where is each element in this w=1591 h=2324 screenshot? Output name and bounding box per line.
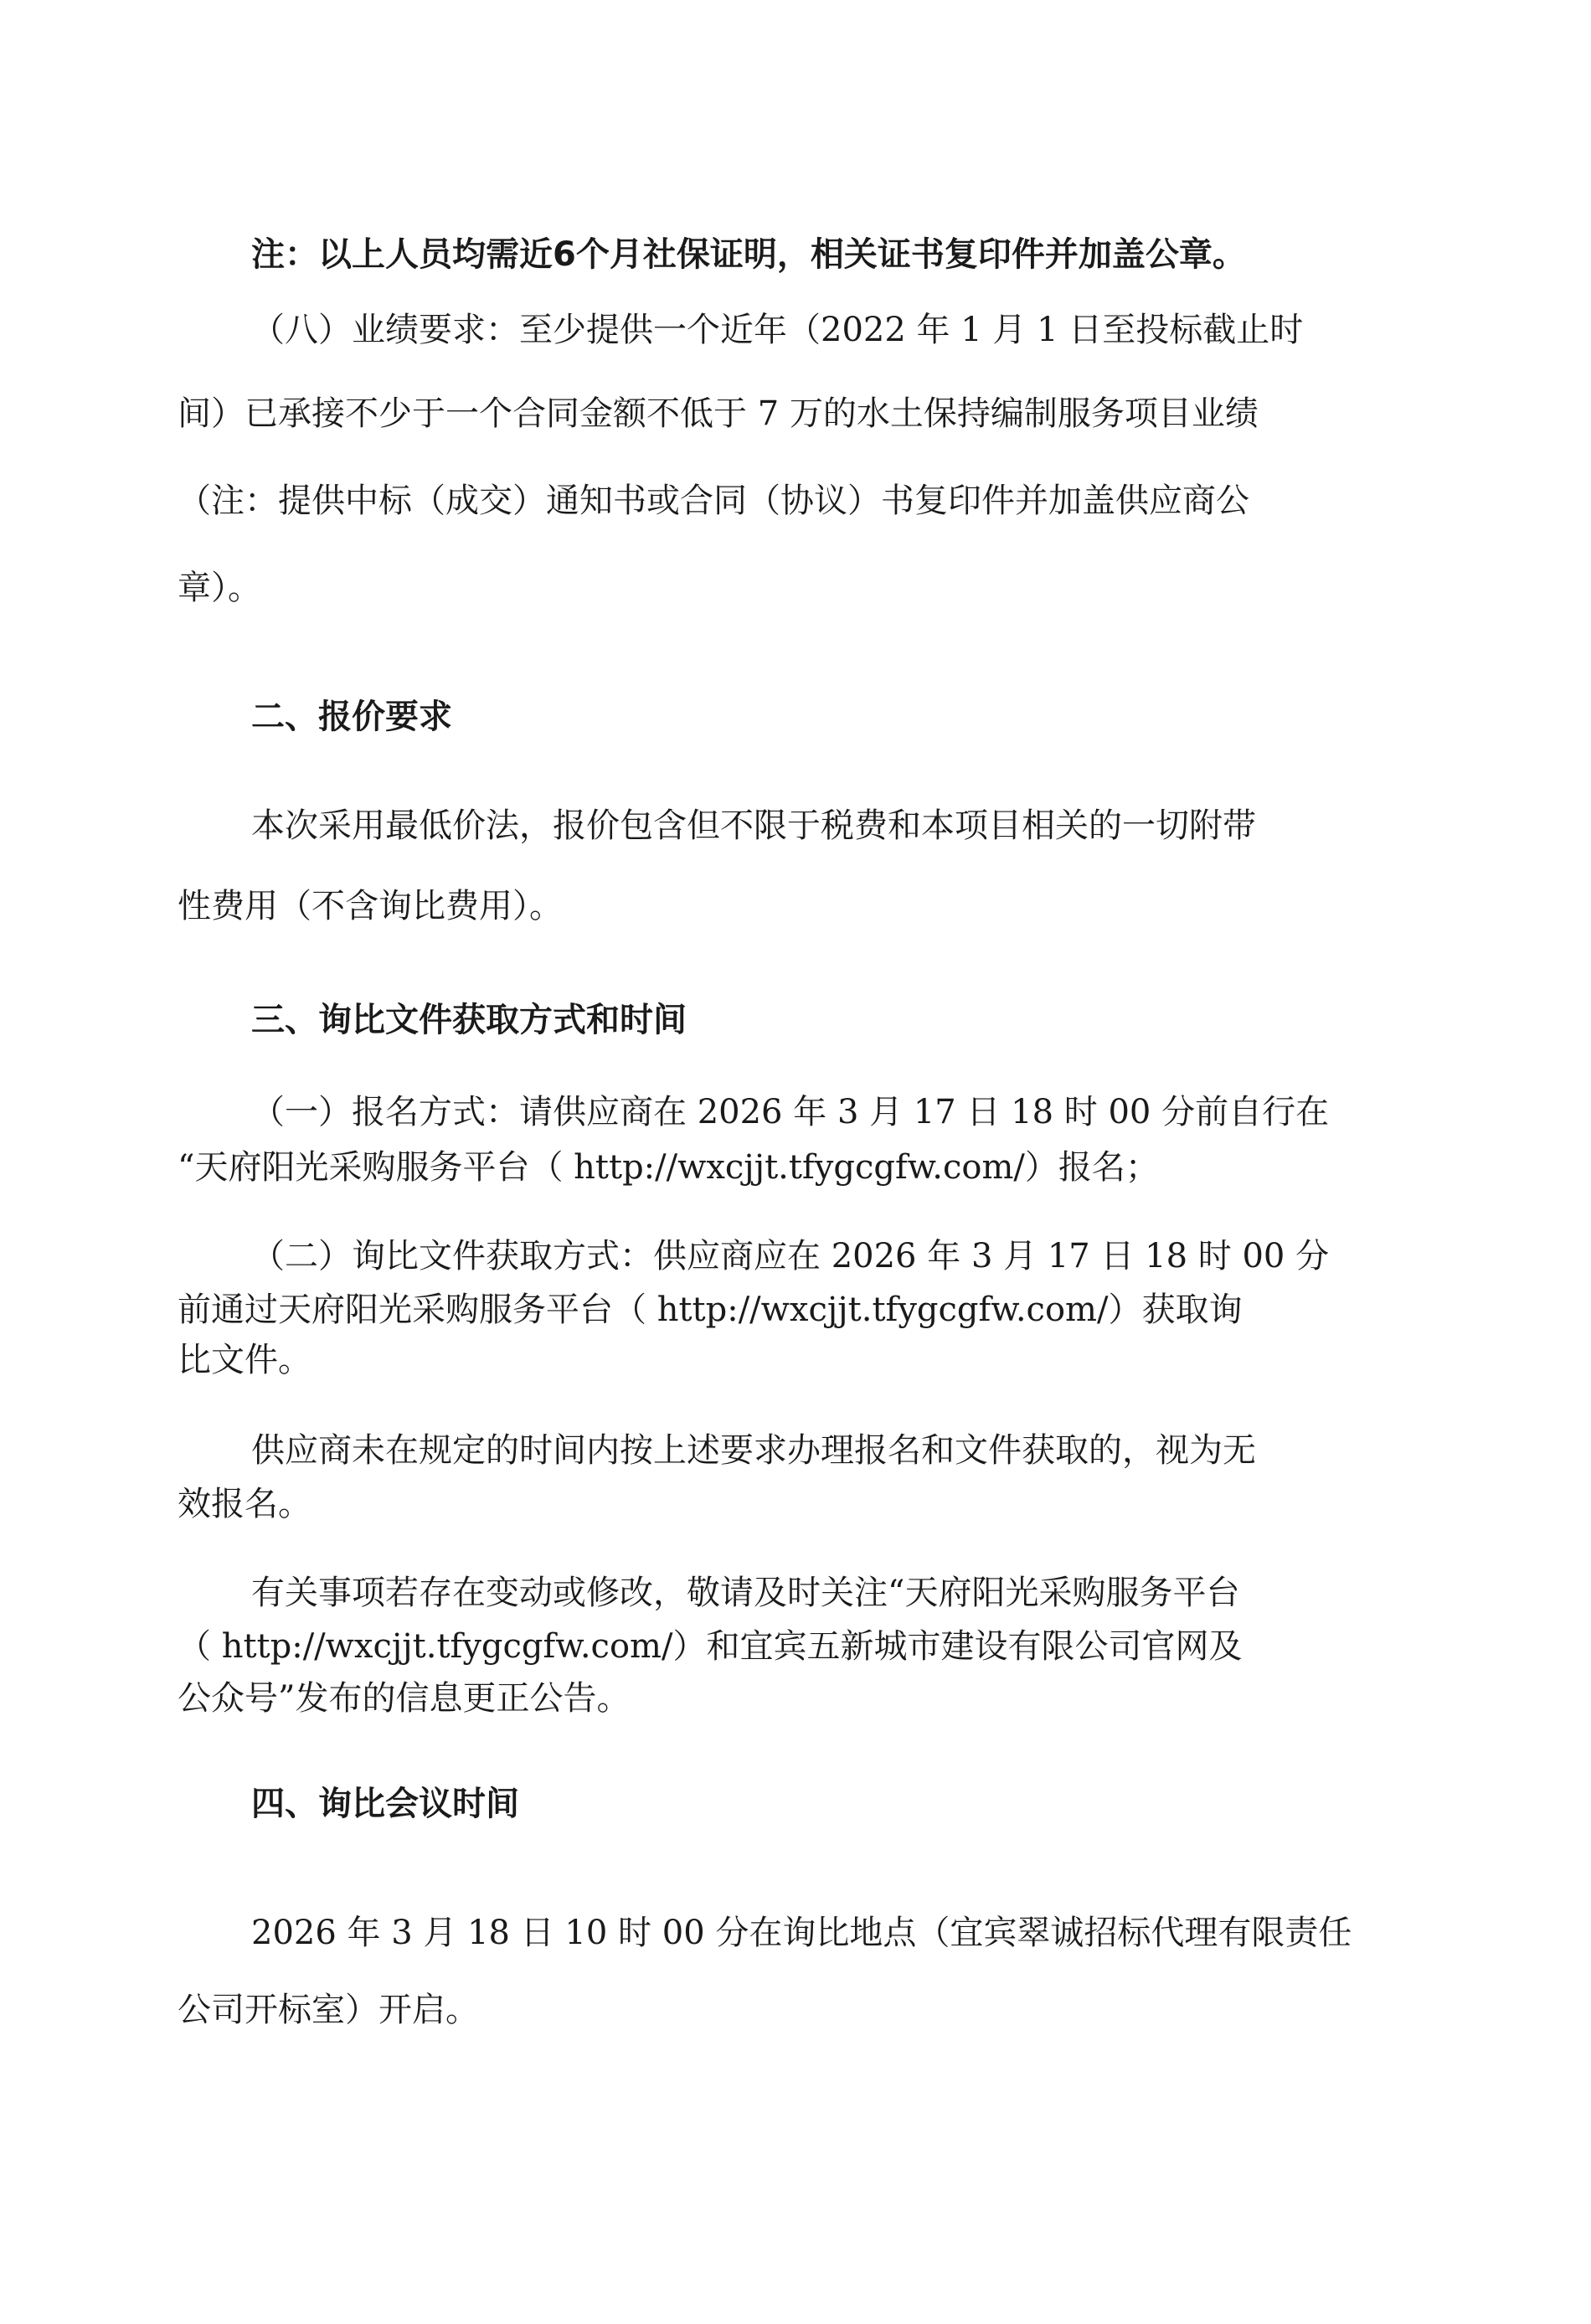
paragraph-line: 比文件。 — [178, 1341, 312, 1379]
paragraph-line: （二）询比文件获取方式：供应商应在 2026 年 3 月 17 日 18 时 00 分 — [251, 1237, 1330, 1275]
paragraph-line: 本次采用最低价法，报价包含但不限于税费和本项目相关的一切附带 — [251, 806, 1256, 845]
paragraph-line: 性费用（不含询比费用）。 — [178, 887, 563, 925]
paragraph-line: 效报名。 — [178, 1485, 312, 1523]
paragraph-line: 供应商未在规定的时间内按上述要求办理报名和文件获取的，视为无 — [251, 1431, 1256, 1470]
paragraph-line: （一）报名方式：请供应商在 2026 年 3 月 17 日 18 时 00 分前自行在 — [251, 1093, 1330, 1131]
paragraph-line: 章）。 — [178, 569, 261, 607]
section-heading-pricing: 二、报价要求 — [251, 698, 452, 736]
paragraph-line: “天府阳光采购服务平台（ http://wxcjjt.tfygcgfw.com/）报名； — [178, 1148, 1159, 1187]
paragraph-line: 2026 年 3 月 18 日 10 时 00 分在询比地点（宜宾翠诚招标代理有限责任 — [251, 1914, 1352, 1952]
paragraph-line: 前通过天府阳光采购服务平台（ http://wxcjjt.tfygcgfw.com/）获取询 — [178, 1291, 1243, 1329]
section-heading-document-acquisition: 三、询比文件获取方式和时间 — [251, 1001, 687, 1039]
paragraph-line: 公众号”发布的信息更正公告。 — [178, 1679, 631, 1718]
paragraph-line: 有关事项若存在变动或修改，敬请及时关注“天府阳光采购服务平台 — [251, 1574, 1240, 1612]
section-heading-meeting-time: 四、询比会议时间 — [251, 1785, 519, 1823]
paragraph-line: （八）业绩要求：至少提供一个近年（2022 年 1 月 1 日至投标截止时 — [251, 311, 1304, 349]
paragraph-line: 间）已承接不少于一个合同金额不低于 7 万的水土保持编制服务项目业绩 — [178, 394, 1259, 433]
paragraph-line: （ http://wxcjjt.tfygcgfw.com/）和宜宾五新城市建设有限公司官网及 — [178, 1627, 1243, 1666]
paragraph-line: （注：提供中标（成交）通知书或合同（协议）书复印件并加盖供应商公 — [178, 482, 1249, 520]
paragraph-line: 公司开标室）开启。 — [178, 1991, 479, 2029]
personnel-note: 注：以上人员均需近6个月社保证明，相关证书复印件并加盖公章。 — [251, 235, 1246, 274]
